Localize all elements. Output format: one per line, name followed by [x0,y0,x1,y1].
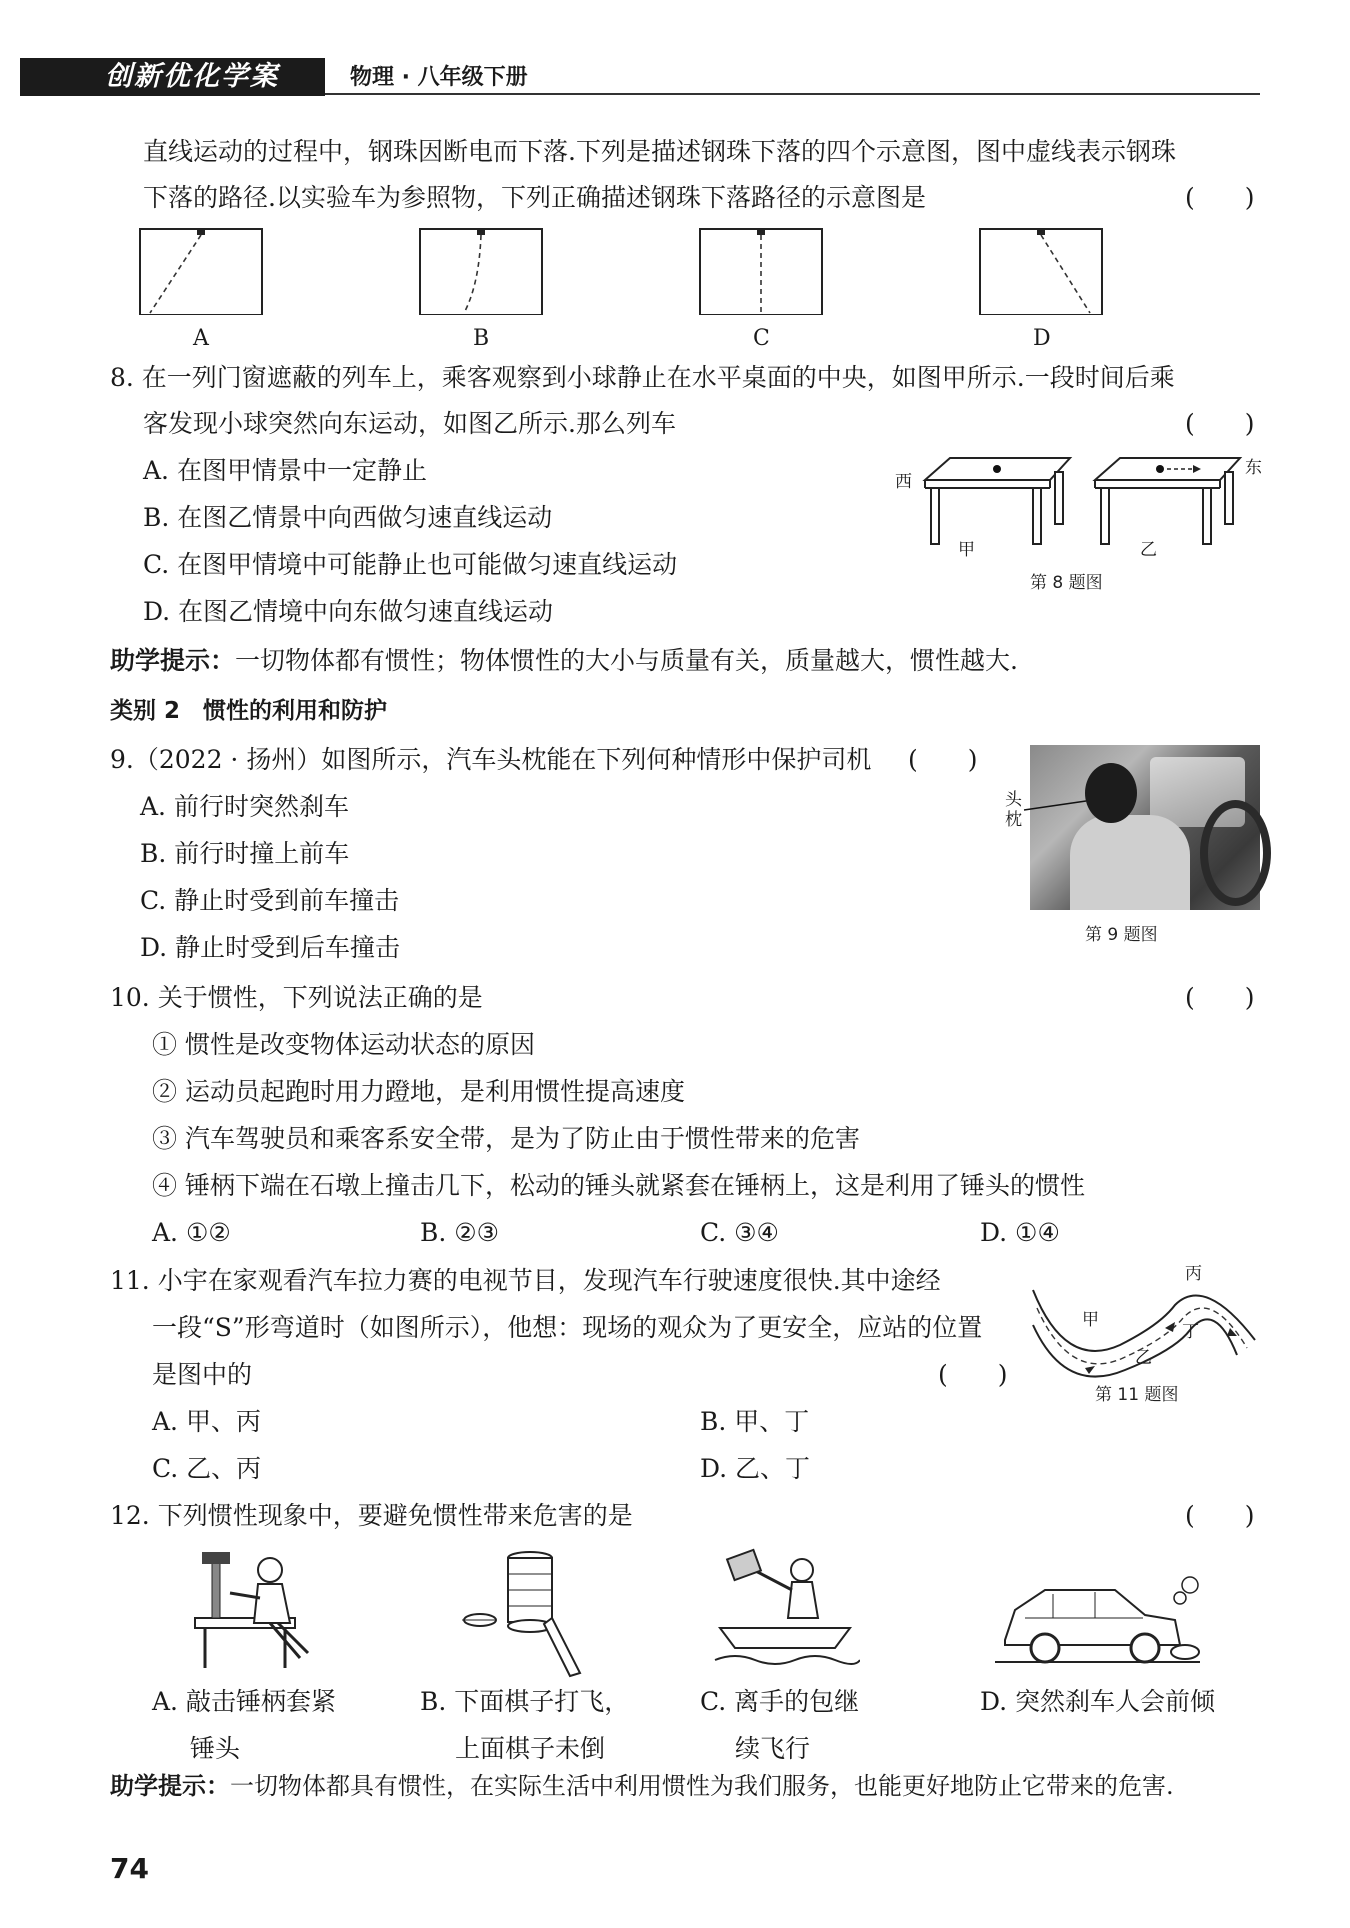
q12-figure-a-hammer [190,1548,320,1678]
q11-caption: 第 11 题图 [1095,1385,1179,1405]
hint2-text: 一切物体都具有惯性，在实际生活中利用惯性为我们服务，也能更好地防止它带来的危害. [230,1772,1174,1800]
q12-figure-b-chess [460,1548,590,1678]
q11-line2: 一段“S”形弯道时（如图所示），他想：现场的观众为了更安全，应站的位置 [152,1313,983,1342]
q10-bracket: ( ) [1185,983,1255,1012]
q9-option-b: B. 前行时撞上前车 [140,839,350,868]
hint2-label: 助学提示： [110,1772,230,1800]
q9-pointer-line [1020,795,1090,825]
q7-label-d: D [1033,326,1051,351]
q11-option-b: B. 甲、丁 [700,1407,810,1436]
q12-bracket: ( ) [1185,1501,1255,1530]
q8-line2: 客发现小球突然向东运动，如图乙所示.那么列车 [143,409,676,438]
q12-option-b-line2: 上面棋子未倒 [455,1734,606,1763]
q9-caption: 第 9 题图 [1085,925,1158,945]
q12-figure-d-car [995,1570,1205,1680]
page-number: 74 [110,1852,149,1885]
q9-label-pillow: 枕 [1005,810,1022,830]
q12-option-d-line1: D. 突然刹车人会前倾 [980,1687,1216,1716]
q11-bracket: ( ) [938,1360,1008,1389]
q10-line1: 10. 关于惯性，下列说法正确的是 [110,983,483,1012]
q9-option-a: A. 前行时突然刹车 [140,792,349,821]
q11-option-a: A. 甲、丙 [152,1407,261,1436]
table-jia [925,458,1070,544]
q12-option-a-line2: 锤头 [190,1734,241,1763]
q8-label-east: 东 [1245,458,1262,478]
q11-label-bing: 丙 [1185,1264,1202,1284]
q10-option-b: B. ②③ [420,1218,500,1247]
q11-line3: 是图中的 [152,1360,253,1389]
q7-figure-d [980,229,1102,315]
q12-figure-c-boat [710,1548,860,1678]
q11-option-d: D. 乙、丁 [700,1454,811,1483]
q8-caption: 第 8 题图 [1030,573,1103,593]
q10-option-d: D. ①④ [980,1218,1060,1247]
q10-statement-1: ① 惯性是改变物体运动状态的原因 [152,1030,535,1059]
q8-label-west: 西 [895,472,912,492]
q12-option-c-line2: 续飞行 [735,1734,811,1763]
q11-label-yi: 乙 [1135,1348,1152,1368]
q8-option-a: A. 在图甲情景中一定静止 [143,456,427,485]
q7-label-a: A [193,326,209,351]
section2-title: 类别 2 惯性的利用和防护 [110,698,388,724]
q7-line1: 直线运动的过程中，钢珠因断电而下落.下列是描述钢珠下落的四个示意图，图中虚线表示钢珠 [143,137,1176,166]
q10-option-c: C. ③④ [700,1218,779,1247]
q10-statement-4: ④ 锤柄下端在石墩上撞击几下，松动的锤头就紧套在锤柄上，这是利用了锤头的惯性 [152,1171,1085,1200]
q8-bracket: ( ) [1185,409,1255,438]
q8-line1: 8. 在一列门窗遮蔽的列车上，乘客观察到小球静止在水平桌面的中央，如图甲所示.一段时间后乘 [110,363,1175,392]
table-yi [1095,458,1240,544]
q10-statement-2: ② 运动员起跑时用力蹬地，是利用惯性提高速度 [152,1077,685,1106]
q7-figure-c [700,229,822,315]
q12-option-b-line1: B. 下面棋子打飞， [420,1687,630,1716]
q12-option-a-line1: A. 敲击锤柄套紧 [152,1687,336,1716]
q9-option-d: D. 静止时受到后车撞击 [140,933,401,962]
q11-line1: 11. 小宇在家观看汽车拉力赛的电视节目，发现汽车行驶速度很快.其中途经 [110,1266,941,1295]
ball-jia [993,465,1001,473]
q7-line2: 下落的路径.以实验车为参照物，下列正确描述钢珠下落路径的示意图是 [143,183,926,212]
q7-figure-a [140,229,262,315]
q9-option-c: C. 静止时受到前车撞击 [140,886,400,915]
q8-label-yi: 乙 [1140,540,1157,560]
q10-statement-3: ③ 汽车驾驶员和乘客系安全带，是为了防止由于惯性带来的危害 [152,1124,860,1153]
q7-figure-b [420,229,542,315]
q8-option-b: B. 在图乙情景中向西做匀速直线运动 [143,503,553,532]
q7-bracket: ( ) [1185,183,1255,212]
q9-label-head: 头 [1005,790,1022,810]
q8-label-jia: 甲 [958,540,975,560]
hint2 [110,1770,1174,1802]
q7-label-c: C [753,326,770,351]
q10-option-a: A. ①② [152,1218,231,1247]
q7-label-b: B [473,326,490,351]
q12-line1: 12. 下列惯性现象中，要避免惯性带来危害的是 [110,1501,633,1530]
q8-option-c: C. 在图甲情境中可能静止也可能做匀速直线运动 [143,550,678,579]
q7-figures [130,225,1130,315]
q11-option-c: C. 乙、丙 [152,1454,262,1483]
hint1-text: 一切物体都有惯性；物体惯性的大小与质量有关，质量越大，惯性越大. [235,646,1018,675]
q8-option-d: D. 在图乙情境中向东做匀速直线运动 [143,597,554,626]
hint1 [110,645,1018,677]
q9-bracket: ( ) [908,745,978,774]
q11-label-ding: 丁 [1182,1322,1199,1342]
subject-title: 物理 · 八年级下册 [350,65,528,90]
hint1-label: 助学提示： [110,646,236,675]
q9-line1: 9.（2022 · 扬州）如图所示，汽车头枕能在下列何种情形中保护司机 [110,745,872,774]
brand-title: 创新优化学案 [105,61,279,92]
ball-yi [1156,465,1164,473]
q9-photo-driver [1030,745,1260,910]
q12-option-c-line1: C. 离手的包继 [700,1687,860,1716]
q11-label-jia: 甲 [1082,1310,1099,1330]
header-divider [325,93,1260,95]
